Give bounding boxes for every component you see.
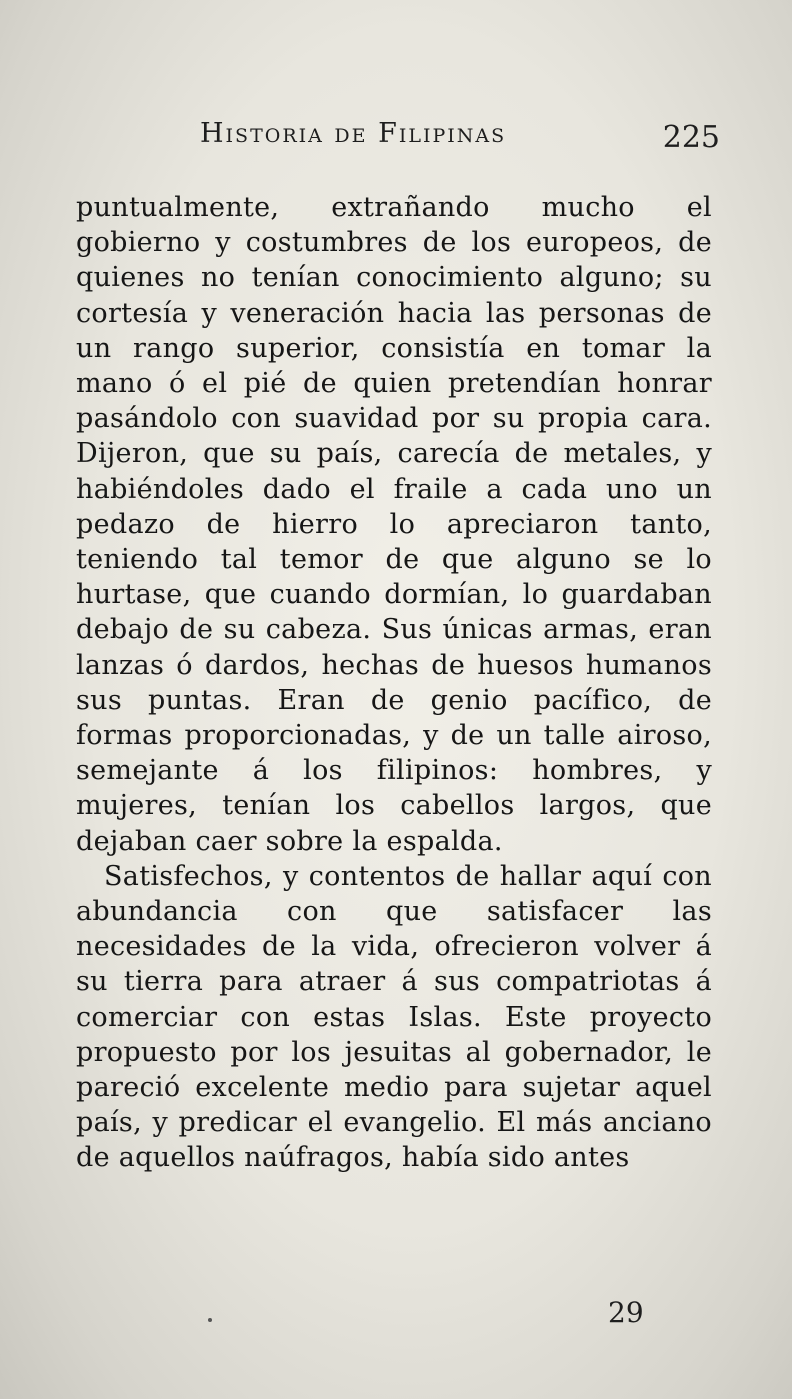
ink-speck <box>208 1318 212 1322</box>
body-text <box>76 190 712 1176</box>
running-title: Historia de Filipinas <box>200 118 507 149</box>
paragraph-2: Satisfechos, y contentos de hallar aquí con abundancia con que satisfacer las necesidades de la vida, ofrecieron volver á su tierra para atraer á sus compatriotas á comerciar con estas Islas. Este proyecto propuesto por los jesuitas al gobernador, le pareció excelente medio para sujetar aquel país, y predicar el evangelio. El más anciano de aquellos naúfragos, había sido antes <box>76 860 712 1174</box>
page-number: 225 <box>662 120 720 155</box>
signature-mark: 29 <box>608 1296 644 1329</box>
paragraph-1: puntualmente, extrañando mucho el gobierno y costumbres de los europeos, de quienes no tenían conocimiento alguno; su cortesía y veneración hacia las personas de un rango superior, consistía en tomar la mano ó el pié de quien pretendían honrar pasándolo con suavidad por su propia cara. Dijeron, que su país, carecía de metales, y habiéndoles dado el fraile a cada uno un pedazo de hierro lo apreciaron tanto, teniendo tal temor de que alguno se lo hurtase, que cuando dormían, lo guardaban debajo de su cabeza. Sus únicas armas, eran lanzas ó dardos, hechas de huesos humanos sus puntas. Eran de genio pacífico, de formas proporcionadas, y de un talle airoso, semejante á los filipinos: hombres, y mujeres, tenían los cabellos largos, que dejaban caer sobre la espalda. <box>76 192 712 857</box>
page-header <box>200 118 720 168</box>
